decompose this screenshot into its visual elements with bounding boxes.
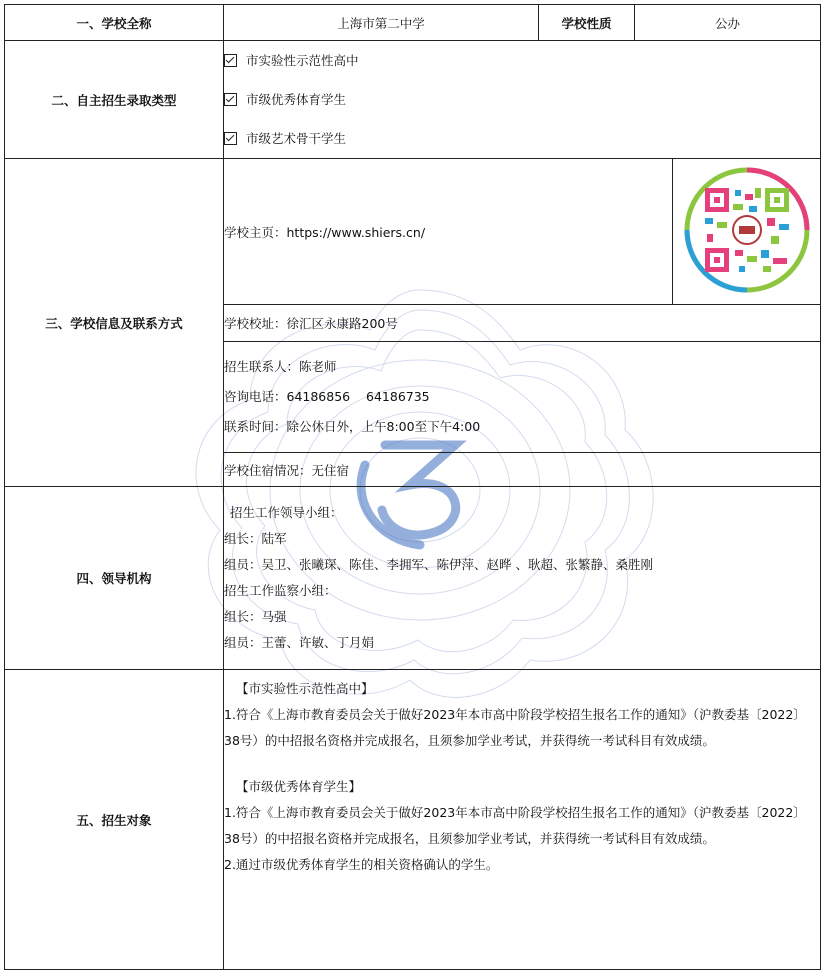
row-school-name	[5, 5, 821, 41]
label-school-info: 三、学校信息及联系方式	[5, 159, 224, 487]
enrollment-info-table	[4, 4, 821, 970]
lodging-text: 学校住宿情况：无住宿	[224, 453, 821, 487]
row-leadership	[5, 487, 821, 670]
label-enrollment-targets: 五、招生对象	[5, 670, 224, 970]
label-leadership: 四、领导机构	[5, 487, 224, 670]
label-school-nature: 学校性质	[539, 5, 635, 41]
row-enrollment-targets	[5, 670, 821, 970]
checked-checkbox-icon	[224, 54, 237, 67]
section-title: 【市实验性示范性高中】	[236, 681, 374, 696]
requirement-text: 1.符合《上海市教育委员会关于做好2023年本市高中阶段学校招生报名工作的通知》（沪教委基〔2022〕38号）的中招报名资格并完成报名，且须参加学业考试，并获得统一考试科目有效成绩。	[224, 707, 806, 748]
qr-code-cell	[673, 159, 821, 305]
phone-text: 咨询电话：64186856 64186735	[224, 389, 430, 404]
leadership-line: 组长：马强	[224, 609, 287, 624]
admission-type-label: 市实验性示范性高中	[246, 53, 359, 68]
school-nature-value: 公办	[635, 5, 821, 41]
enrollment-targets-cell	[224, 670, 821, 970]
checked-checkbox-icon	[224, 132, 237, 145]
section-title: 【市级优秀体育学生】	[236, 779, 362, 794]
checked-checkbox-icon	[224, 93, 237, 106]
school-name-value: 上海市第二中学	[224, 5, 539, 41]
requirement-text: 2.通过市级优秀体育学生的相关资格确认的学生。	[224, 857, 499, 872]
row-admission-types	[5, 41, 821, 159]
leadership-cell	[224, 487, 821, 670]
label-school-name: 一、学校全称	[5, 5, 224, 41]
admission-type-item	[224, 41, 820, 80]
qr-code-image	[683, 166, 811, 294]
address-text: 学校校址：徐汇区永康路200号	[224, 305, 821, 342]
admission-type-item	[224, 119, 820, 158]
contact-person-text: 招生联系人：陈老师	[224, 359, 337, 374]
admission-type-label: 市级优秀体育学生	[246, 92, 347, 107]
leadership-line: 组长：陆军	[224, 531, 287, 546]
hours-text: 联系时间：除公休日外，上午8:00至下午4:00	[224, 419, 481, 434]
leadership-line: 招生工作领导小组：	[230, 505, 343, 520]
requirement-text: 1.符合《上海市教育委员会关于做好2023年本市高中阶段学校招生报名工作的通知》（沪教委基〔2022〕38号）的中招报名资格并完成报名，且须参加学业考试，并获得统一考试科目有效成绩。	[224, 805, 806, 846]
row-school-info	[5, 159, 821, 305]
contact-cell	[224, 342, 821, 453]
admission-type-item	[224, 80, 820, 119]
homepage-text: 学校主页：https://www.shiers.cn/	[224, 224, 426, 240]
leadership-line: 招生工作监察小组：	[224, 583, 337, 598]
admission-type-label: 市级艺术骨干学生	[246, 131, 347, 146]
leadership-line: 组员：王蕾、许敏、丁月娟	[224, 635, 375, 650]
admission-types-list	[224, 41, 821, 159]
homepage-cell	[224, 159, 673, 305]
label-admission-types: 二、自主招生录取类型	[5, 41, 224, 159]
leadership-line: 组员：吴卫、张曦琛、陈佳、李拥军、陈伊萍、赵晔 、耿超、张繁静、桑胜刚	[224, 557, 653, 572]
